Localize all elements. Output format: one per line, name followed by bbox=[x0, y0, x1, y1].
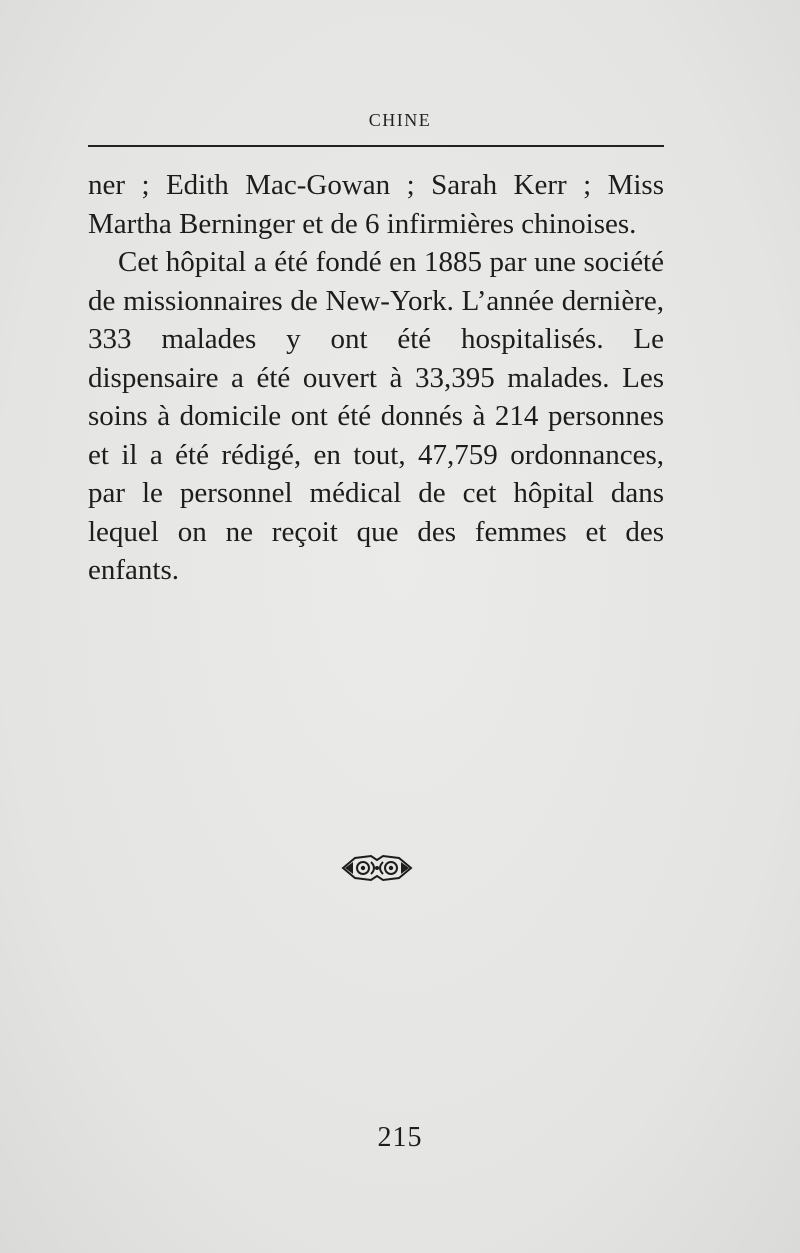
page-number: 215 bbox=[377, 1122, 423, 1153]
paragraph-hospital: Cet hôpital a été fondé en 1885 par une société de missionnaires de New-York. L’année dernière, 333 malades y ont été hospitalisés. Le dispensaire a été ouvert à 33,395 malades. Les soins à domicile ont été donnés à 214 personnes et il a été rédigé, en tout, 47,759 ordonnances, par le personnel médical de cet hôpital dans lequel on ne reçoit que des femmes et des enfants. bbox=[88, 246, 664, 586]
running-head: CHINE bbox=[368, 110, 432, 130]
decorative-fleuron-icon bbox=[341, 848, 413, 888]
paragraph-continuation: ner ; Edith Mac-Gowan ; Sarah Kerr ; Miss Martha Berninger et de 6 infirmières chinoises. bbox=[88, 169, 664, 240]
body-text bbox=[88, 166, 664, 590]
header-rule bbox=[88, 145, 664, 147]
